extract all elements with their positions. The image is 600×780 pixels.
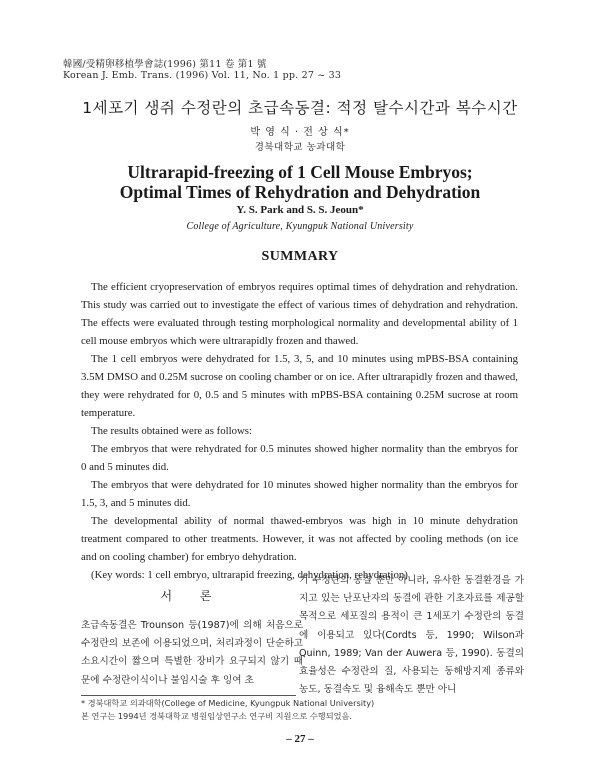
footnote-funding: 본 연구는 1994년 경북대학교 병원임상연구소 연구비 지원으로 수행되었음.: [81, 711, 353, 721]
journal-header-korean: 韓國/受精卵移植學會誌(1996) 第11 卷 第1 號: [63, 59, 267, 70]
summary-paragraph: The embryos that were rehydrated for 0.5 minutes showed higher normality than the embryos for 0 and 5 minutes did.: [81, 443, 518, 473]
summary-paragraph: The embryos that were dehydrated for 10 minutes showed higher normality than the embryos for 1.5, 3, and 5 minutes did.: [81, 479, 518, 509]
page-number: – 27 –: [286, 733, 314, 745]
summary-heading: SUMMARY: [261, 249, 339, 264]
english-affiliation: College of Agriculture, Kyungpuk National University: [186, 221, 414, 232]
english-authors: Y. S. Park and S. S. Jeoun*: [236, 204, 364, 216]
footnote-affiliation: * 경북대학교 의과대학(College of Medicine, Kyungpuk National University): [81, 698, 375, 708]
english-title-line2: Optimal Times of Rehydration and Dehydration: [119, 182, 481, 202]
summary-body: [81, 278, 518, 584]
korean-authors: 박 영 식 · 전 상 식*: [250, 127, 350, 138]
intro-heading: 서 론: [160, 589, 224, 603]
summary-paragraph: The developmental ability of normal thawed-embryos was high in 10 minute dehydration treatment compared to other treatments. However, it was not affected by cooling methods (on ice and on cooling chamber) for embryo dehydration.: [81, 515, 518, 563]
intro-left-column: 초급속동결은 Trounson 등(1987)에 의해 처음으로 수정란의 보존에 이용되었으며, 처리과정이 단순하고 소요시간이 짧으며 특별한 장비가 요구되지 않기 때문에 수정란이식이나 불임시술 후 잉여 초: [81, 620, 303, 686]
journal-header-english: Korean J. Emb. Trans. (1996) Vol. 11, No. 1 pp. 27 ~ 33: [63, 70, 342, 81]
intro-right-column: 기 수정란의 동결 뿐만 아니라, 유사한 동결환경을 가지고 있는 난포난자의 동결에 관한 기초자료를 제공할 목적으로 세포질의 용적이 큰 1세포기 수정란의 동결에 이용되고 있다(Cordts 등, 1990; Wilson과 Quinn, 1989; Van der Auwera 등, 1990). 동결의 효율성은 수정란의 질, 사용되는 동해방지제 종류와 농도, 동결속도 및 융해속도 뿐만 아니: [299, 575, 524, 696]
summary-paragraph: The efficient cryopreservation of embryos requires optimal times of dehydration and rehydration. This study was carried out to investigate the effect of various times of dehydration and rehydration. The effects were evaluated through testing morphological normality and developmental ability of 1 cell mouse embryos which were ultrarapidly frozen and thawed.: [81, 281, 518, 347]
summary-paragraph: The results obtained were as follows:: [91, 425, 253, 437]
keywords: (Key words: 1 cell embryo, ultrarapid freezing, dehydration, rehydration): [91, 569, 408, 581]
summary-paragraph: The 1 cell embryos were dehydrated for 1.5, 3, 5, and 10 minutes using mPBS-BSA containing 3.5M DMSO and 0.25M sucrose on cooling chamber or on ice. After ultrarapidly frozen and thawed, they were rehydrated for 0, 0.5 and 5 minutes with mPBS-BSA containing 0.25M sucrose at room temperature.: [81, 353, 518, 419]
footnote-divider: [81, 695, 296, 696]
english-title-line1: Ultrarapid-freezing of 1 Cell Mouse Embryos;: [127, 162, 473, 182]
korean-title: 1세포기 생쥐 수정란의 초급속동결: 적정 탈수시간과 복수시간: [82, 99, 518, 117]
korean-affiliation: 경북대학교 농과대학: [254, 142, 346, 153]
